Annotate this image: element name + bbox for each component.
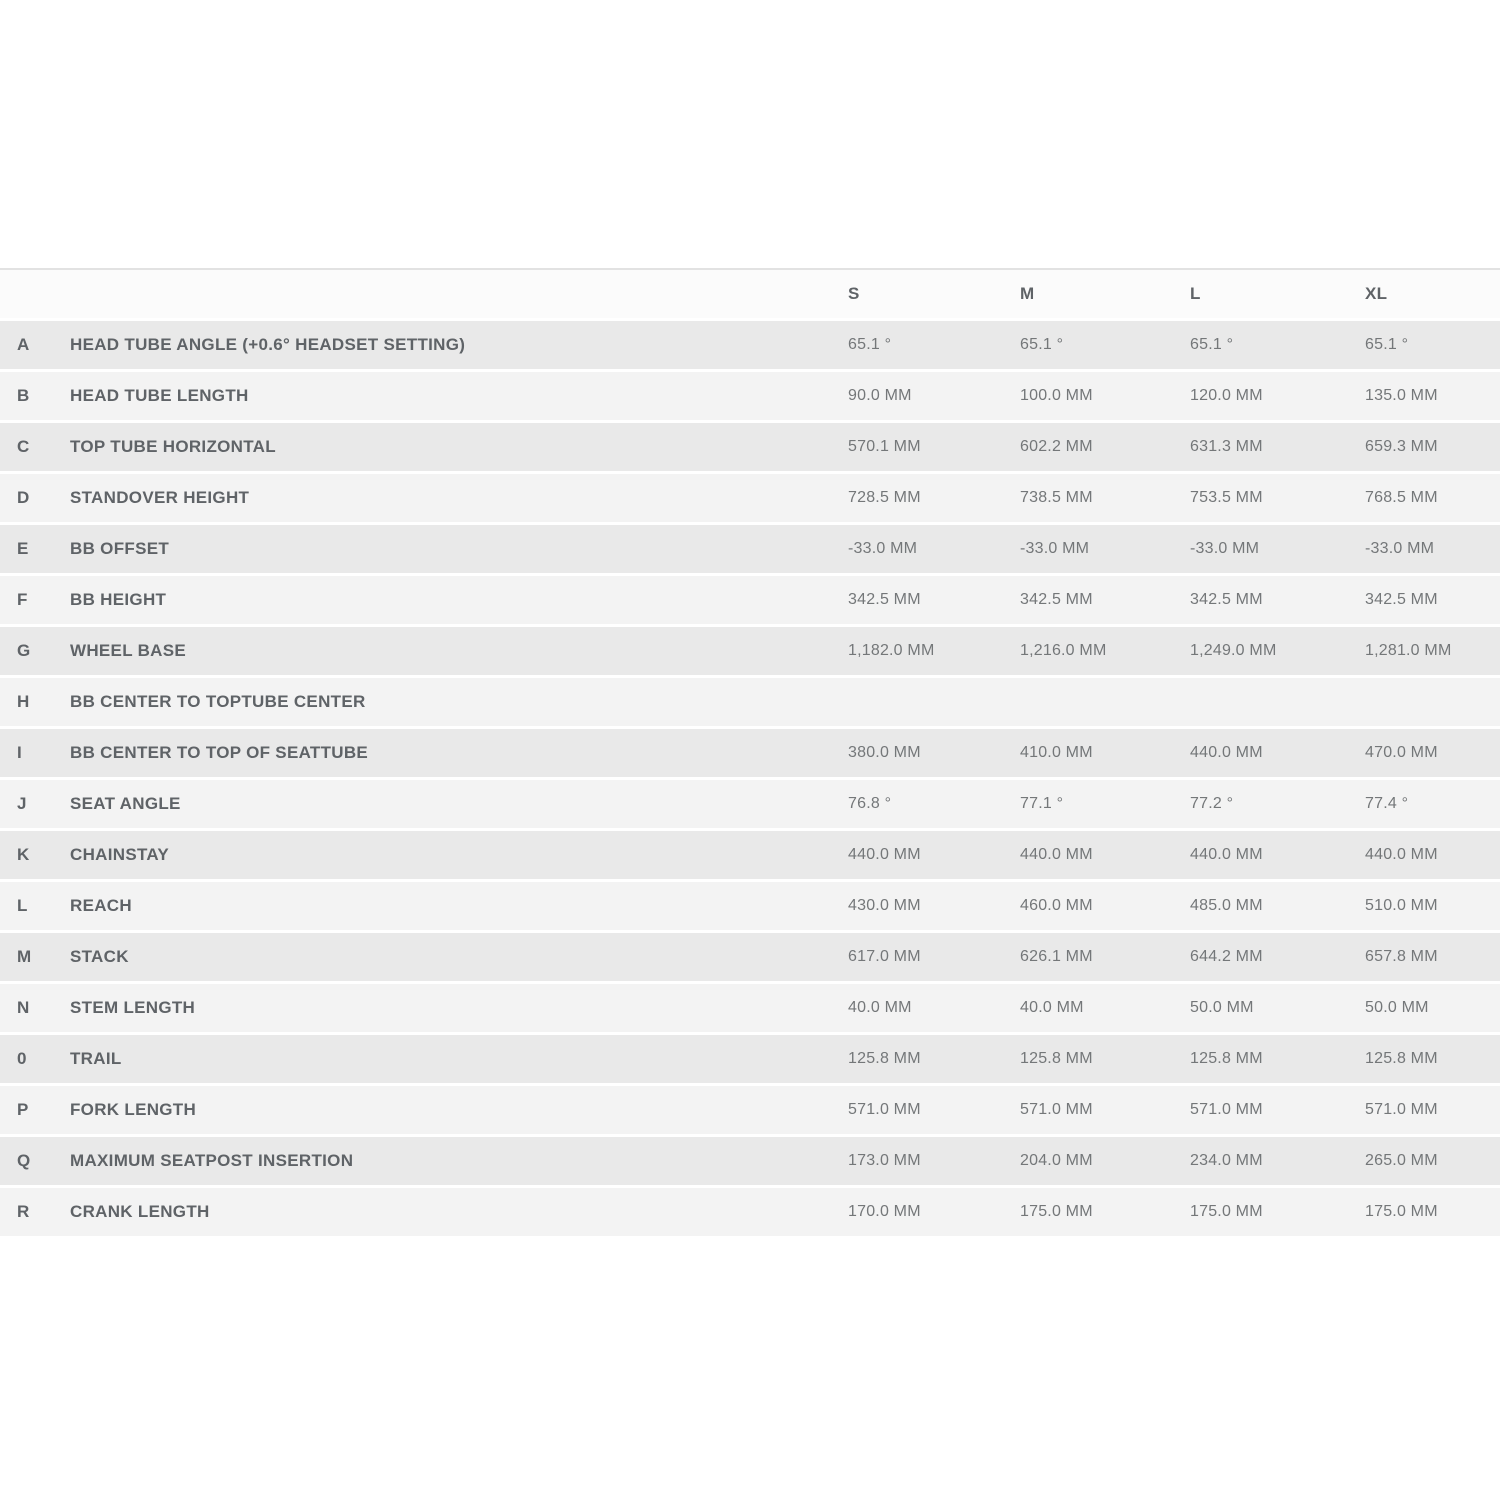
- row-value: 100.0 MM: [1020, 387, 1093, 404]
- row-value: 440.0 MM: [1365, 846, 1438, 863]
- row-letter: L: [17, 896, 28, 915]
- row-value: 617.0 MM: [848, 948, 921, 965]
- row-value: 120.0 MM: [1190, 387, 1263, 404]
- row-value: 753.5 MM: [1190, 489, 1263, 506]
- row-value: 440.0 MM: [848, 846, 921, 863]
- row-value: 50.0 MM: [1190, 999, 1254, 1016]
- row-label: STACK: [70, 947, 129, 966]
- row-value: 571.0 MM: [1365, 1101, 1438, 1118]
- row-value: 1,281.0 MM: [1365, 642, 1452, 659]
- row-value: -33.0 MM: [1365, 540, 1435, 557]
- row-value: -33.0 MM: [1190, 540, 1260, 557]
- row-label: REACH: [70, 896, 132, 915]
- row-letter: R: [17, 1202, 30, 1221]
- row-value: 659.3 MM: [1365, 438, 1438, 455]
- table-row: [0, 576, 1500, 624]
- table-row: [0, 321, 1500, 369]
- header-row: [0, 270, 1500, 318]
- table-row: [0, 372, 1500, 420]
- row-value: 430.0 MM: [848, 897, 921, 914]
- row-value: 440.0 MM: [1190, 846, 1263, 863]
- row-value: 77.1 °: [1020, 795, 1064, 812]
- row-value: 571.0 MM: [848, 1101, 921, 1118]
- row-letter: F: [17, 590, 28, 609]
- geometry-table: [0, 268, 1500, 1239]
- column-header-s: S: [848, 284, 860, 303]
- row-label: MAXIMUM SEATPOST INSERTION: [70, 1151, 354, 1170]
- row-value: 631.3 MM: [1190, 438, 1263, 455]
- row-value: 380.0 MM: [848, 744, 921, 761]
- row-value: 342.5 MM: [1365, 591, 1438, 608]
- row-value: 234.0 MM: [1190, 1152, 1263, 1169]
- row-value: 510.0 MM: [1365, 897, 1438, 914]
- row-value: 125.8 MM: [1020, 1050, 1093, 1067]
- geometry-table-body: [0, 321, 1500, 1236]
- table-row: [0, 1188, 1500, 1236]
- row-label: STEM LENGTH: [70, 998, 196, 1017]
- row-label: WHEEL BASE: [70, 641, 187, 660]
- row-value: 342.5 MM: [848, 591, 921, 608]
- row-value: 125.8 MM: [848, 1050, 921, 1067]
- row-label: BB CENTER TO TOPTUBE CENTER: [70, 692, 366, 711]
- row-label: HEAD TUBE ANGLE (+0.6° HEADSET SETTING): [70, 335, 466, 354]
- row-value: 1,216.0 MM: [1020, 642, 1107, 659]
- row-letter: B: [17, 386, 30, 405]
- row-value: 125.8 MM: [1190, 1050, 1263, 1067]
- row-value: 657.8 MM: [1365, 948, 1438, 965]
- row-value: 90.0 MM: [848, 387, 912, 404]
- row-value: 470.0 MM: [1365, 744, 1438, 761]
- row-value: 602.2 MM: [1020, 438, 1093, 455]
- column-header-m: M: [1020, 284, 1035, 303]
- row-letter: H: [17, 692, 30, 711]
- row-value: 342.5 MM: [1190, 591, 1263, 608]
- row-value: 571.0 MM: [1020, 1101, 1093, 1118]
- table-row: [0, 678, 1500, 726]
- row-value: 728.5 MM: [848, 489, 921, 506]
- row-value: 460.0 MM: [1020, 897, 1093, 914]
- row-label: TRAIL: [70, 1049, 122, 1068]
- row-value: 125.8 MM: [1365, 1050, 1438, 1067]
- table-row: [0, 831, 1500, 879]
- table-row: [0, 1137, 1500, 1185]
- row-letter: G: [17, 641, 31, 660]
- row-value: 77.4 °: [1365, 795, 1409, 812]
- row-value: 135.0 MM: [1365, 387, 1438, 404]
- row-value: 1,182.0 MM: [848, 642, 935, 659]
- table-row: [0, 780, 1500, 828]
- row-value: 342.5 MM: [1020, 591, 1093, 608]
- row-letter: E: [17, 539, 29, 558]
- row-value: -33.0 MM: [1020, 540, 1090, 557]
- row-letter: M: [17, 947, 32, 966]
- table-row: [0, 933, 1500, 981]
- row-letter: C: [17, 437, 30, 456]
- table-row: [0, 627, 1500, 675]
- row-value: 485.0 MM: [1190, 897, 1263, 914]
- row-letter: D: [17, 488, 30, 507]
- row-value: 175.0 MM: [1020, 1203, 1093, 1220]
- row-label: HEAD TUBE LENGTH: [70, 386, 249, 405]
- row-value: 65.1 °: [1020, 336, 1064, 353]
- row-label: CRANK LENGTH: [70, 1202, 210, 1221]
- row-value: -33.0 MM: [848, 540, 918, 557]
- geometry-table-header: [0, 270, 1500, 318]
- row-value: 440.0 MM: [1020, 846, 1093, 863]
- row-label: FORK LENGTH: [70, 1100, 197, 1119]
- row-value: 175.0 MM: [1365, 1203, 1438, 1220]
- column-header-xl: XL: [1365, 284, 1388, 303]
- row-letter: Q: [17, 1151, 31, 1170]
- column-header-l: L: [1190, 284, 1201, 303]
- row-label: STANDOVER HEIGHT: [70, 488, 250, 507]
- row-value: 1,249.0 MM: [1190, 642, 1277, 659]
- row-label: CHAINSTAY: [70, 845, 170, 864]
- row-letter: J: [17, 794, 27, 813]
- row-letter: 0: [17, 1049, 27, 1068]
- row-label: TOP TUBE HORIZONTAL: [70, 437, 276, 456]
- table-row: [0, 1035, 1500, 1083]
- row-label: BB CENTER TO TOP OF SEATTUBE: [70, 743, 369, 762]
- table-row: [0, 729, 1500, 777]
- row-value: 768.5 MM: [1365, 489, 1438, 506]
- row-label: SEAT ANGLE: [70, 794, 181, 813]
- row-value: 175.0 MM: [1190, 1203, 1263, 1220]
- row-letter: N: [17, 998, 30, 1017]
- row-label: BB HEIGHT: [70, 590, 167, 609]
- table-row: [0, 474, 1500, 522]
- row-value: 204.0 MM: [1020, 1152, 1093, 1169]
- row-value: 173.0 MM: [848, 1152, 921, 1169]
- row-value: 644.2 MM: [1190, 948, 1263, 965]
- row-value: 65.1 °: [848, 336, 892, 353]
- row-value: 65.1 °: [1190, 336, 1234, 353]
- row-value: 76.8 °: [848, 795, 892, 812]
- row-value: 40.0 MM: [1020, 999, 1084, 1016]
- row-letter: K: [17, 845, 30, 864]
- row-value: 50.0 MM: [1365, 999, 1429, 1016]
- row-value: 440.0 MM: [1190, 744, 1263, 761]
- row-value: 170.0 MM: [848, 1203, 921, 1220]
- row-value: 738.5 MM: [1020, 489, 1093, 506]
- row-value: 570.1 MM: [848, 438, 921, 455]
- row-value: 65.1 °: [1365, 336, 1409, 353]
- row-value: 626.1 MM: [1020, 948, 1093, 965]
- row-value: 265.0 MM: [1365, 1152, 1438, 1169]
- table-row: [0, 525, 1500, 573]
- table-row: [0, 423, 1500, 471]
- row-value: 77.2 °: [1190, 795, 1234, 812]
- row-label: BB OFFSET: [70, 539, 170, 558]
- table-row: [0, 984, 1500, 1032]
- table-row: [0, 1086, 1500, 1134]
- row-value: 571.0 MM: [1190, 1101, 1263, 1118]
- row-letter: P: [17, 1100, 29, 1119]
- table-row: [0, 882, 1500, 930]
- row-letter: A: [17, 335, 30, 354]
- row-value: 40.0 MM: [848, 999, 912, 1016]
- row-value: 410.0 MM: [1020, 744, 1093, 761]
- row-letter: I: [17, 743, 23, 762]
